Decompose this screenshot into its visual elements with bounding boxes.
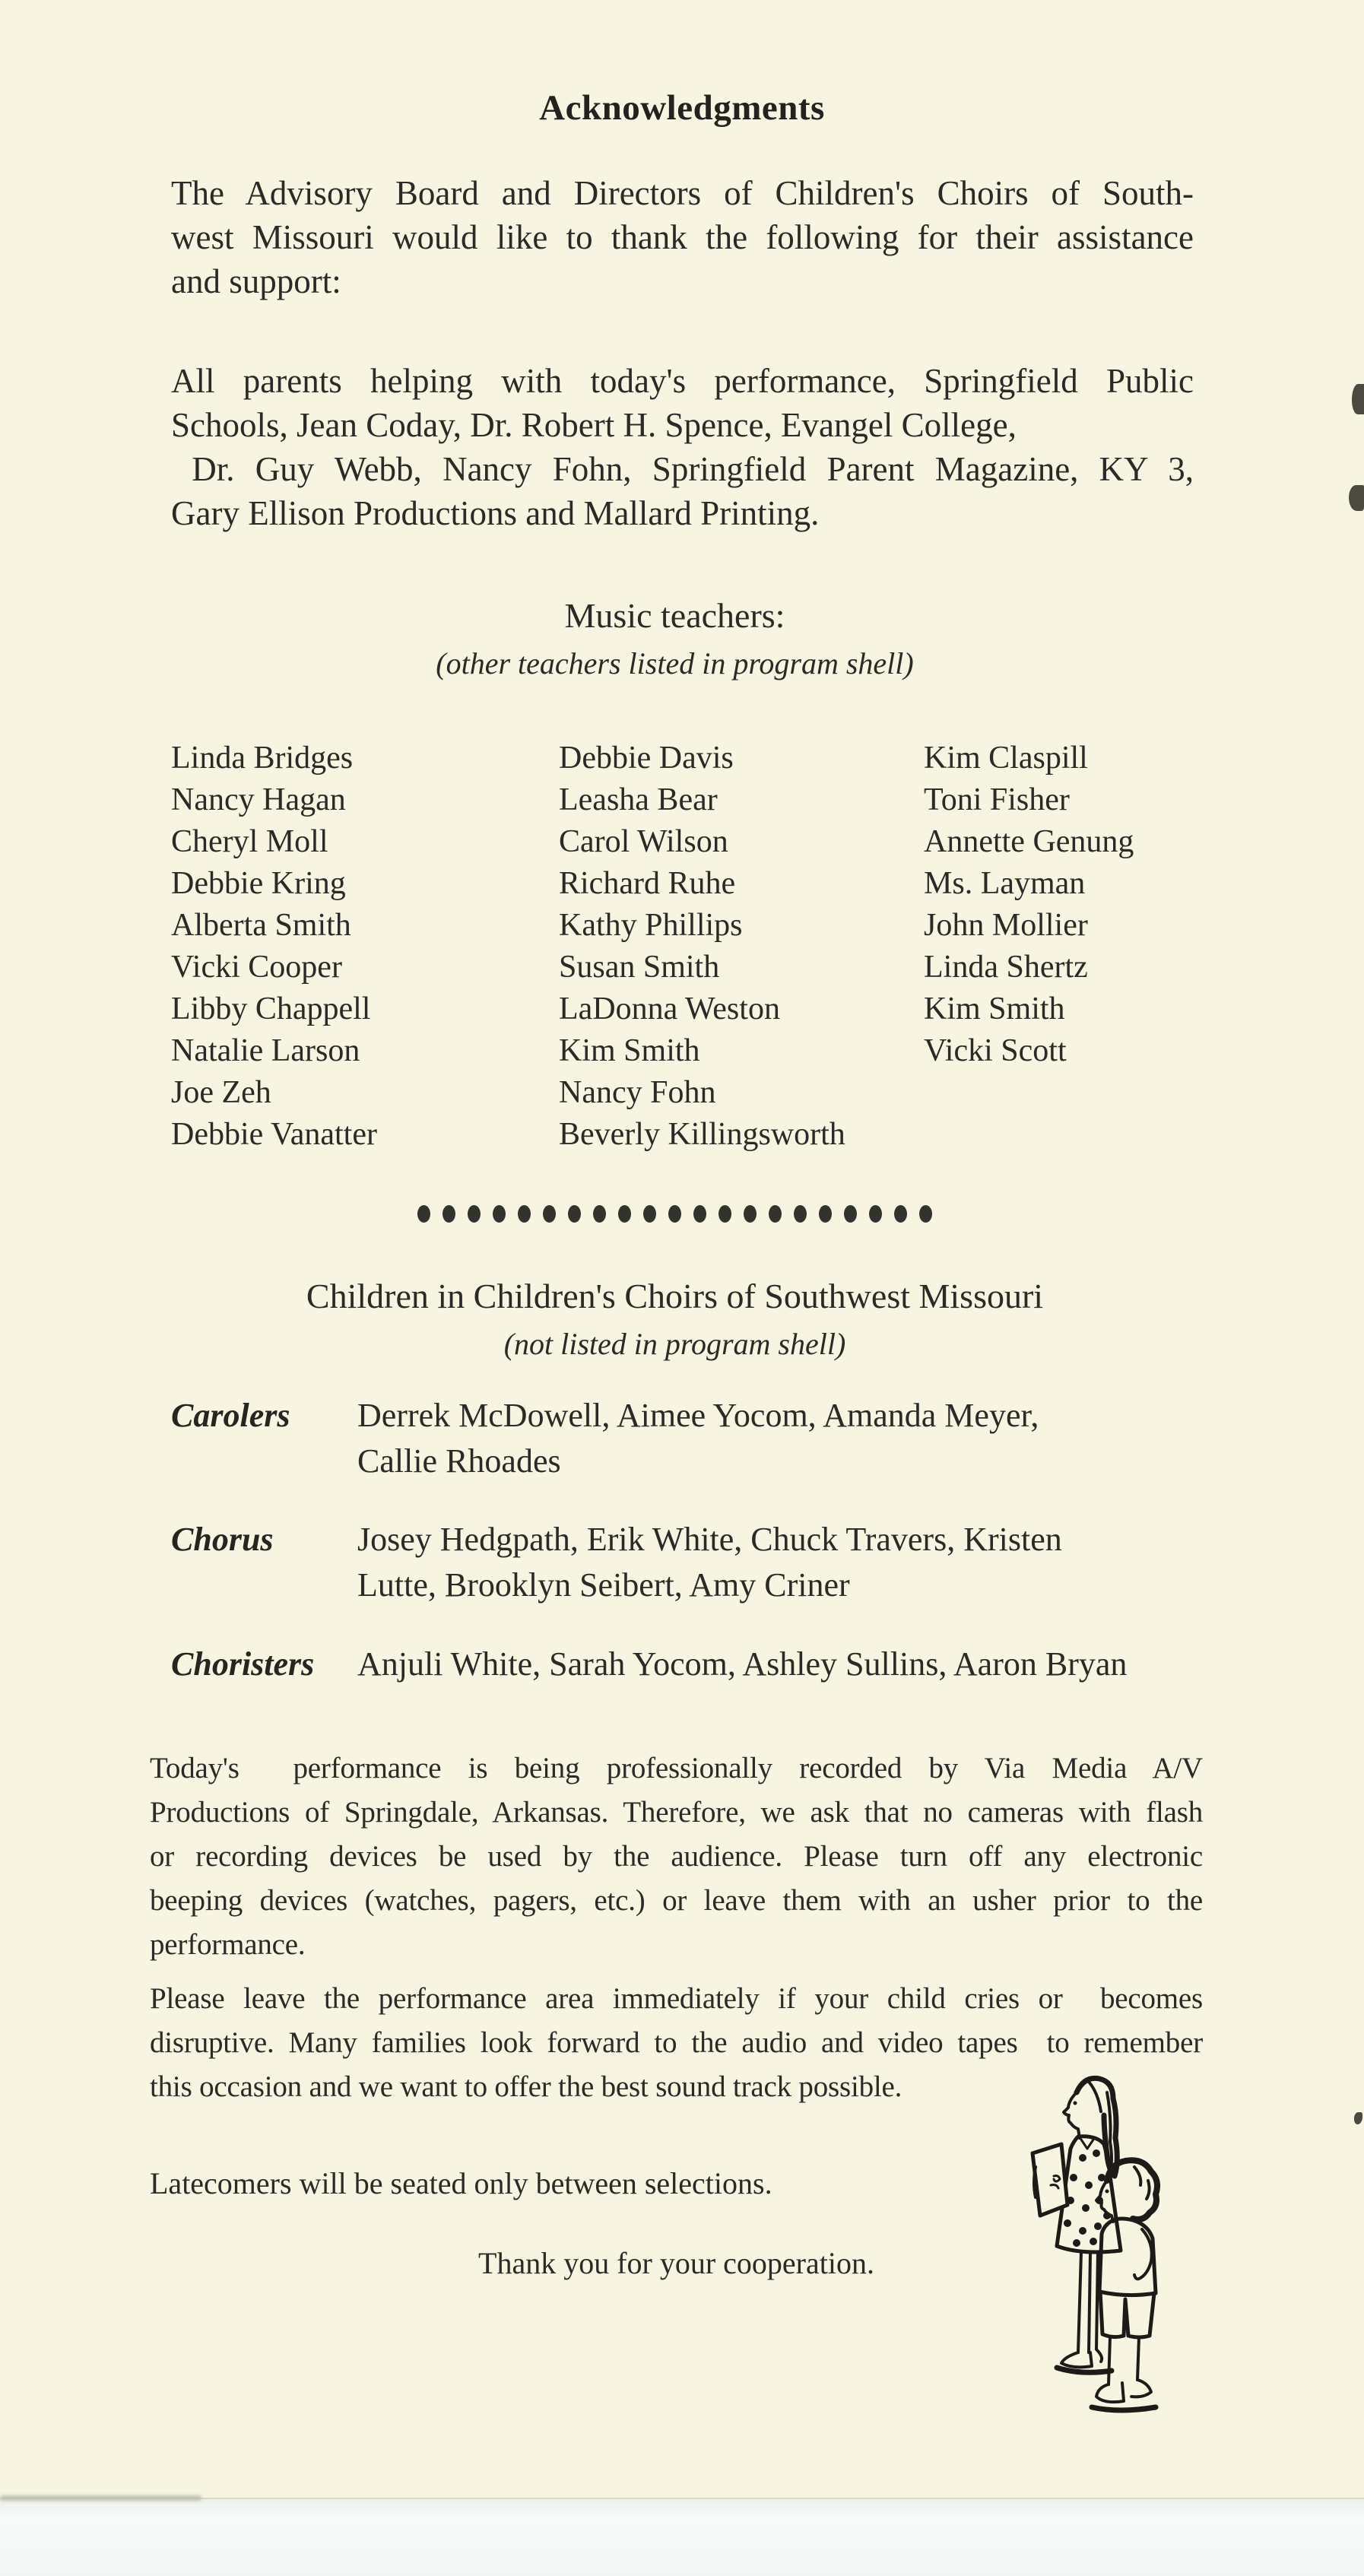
chorus-label: Chorus <box>171 1521 274 1558</box>
intro-paragraph <box>171 171 1194 303</box>
teacher-name: Nancy Hagan <box>171 782 346 817</box>
divider-dot <box>794 1205 807 1223</box>
teacher-name: Vicki Cooper <box>171 950 342 985</box>
teacher-name: LaDonna Weston <box>559 991 780 1026</box>
text-line: and support: <box>171 262 341 300</box>
teacher-name: Debbie Vanatter <box>171 1117 377 1152</box>
text-line: Josey Hedgpath, Erik White, Chuck Travers, Kristen <box>357 1521 1062 1558</box>
teacher-name: Kim Smith <box>924 991 1065 1026</box>
divider-dot <box>869 1205 882 1223</box>
teacher-name: Carol Wilson <box>559 824 728 859</box>
divider-dot <box>844 1205 857 1223</box>
text-line: Anjuli White, Sarah Yocom, Ashley Sullins, Aaron Bryan <box>357 1645 1128 1683</box>
text-line: disruptive. Many families look forward to the audio and video tapes to remember <box>150 2026 1203 2059</box>
carolers-label: Carolers <box>171 1397 290 1434</box>
teacher-name: Linda Shertz <box>924 950 1088 985</box>
text-line: All parents helping with today's performance, Springfield Public <box>171 362 1194 400</box>
page-title: Acknowledgments <box>539 88 825 128</box>
text-line: performance. <box>150 1928 306 1961</box>
teachers-column-1 <box>171 738 551 1156</box>
teacher-name: Vicki Scott <box>924 1033 1067 1068</box>
teacher-name: Richard Ruhe <box>559 866 736 901</box>
teacher-name: John Mollier <box>924 908 1088 943</box>
divider-dot <box>744 1205 757 1223</box>
divider-dot <box>518 1205 531 1223</box>
text-line: Please leave the performance area immediately if your child cries or becomes <box>150 1982 1203 2015</box>
text-line: west Missouri would like to thank the following for their assistance <box>171 218 1194 256</box>
text-line: Productions of Springdale, Arkansas. Therefore, we ask that no cameras with flash <box>150 1796 1203 1829</box>
choristers-names <box>357 1642 1209 1687</box>
recording-notice-paragraph <box>150 1746 1203 1967</box>
ink-speck <box>1352 384 1364 414</box>
divider-dot <box>493 1205 506 1223</box>
divider-dot <box>443 1205 455 1223</box>
teacher-name: Beverly Killingsworth <box>559 1117 845 1152</box>
text-line: this occasion and we want to offer the best sound track possible. <box>150 2070 902 2103</box>
text-line: Dr. Guy Webb, Nancy Fohn, Springfield Parent Magazine, KY 3, <box>171 450 1194 488</box>
divider-dot <box>919 1205 932 1223</box>
teacher-name: Annette Genung <box>924 824 1134 859</box>
latecomers-notice: Latecomers will be seated only between selections. <box>150 2166 772 2200</box>
divider-dot <box>894 1205 907 1223</box>
text-line: Schools, Jean Coday, Dr. Robert H. Spence, Evangel College, <box>171 406 1017 444</box>
text-line: Gary Ellison Productions and Mallard Printing. <box>171 494 820 532</box>
teacher-name: Debbie Kring <box>171 866 346 901</box>
divider-dot <box>543 1205 556 1223</box>
divider-dot <box>417 1205 430 1223</box>
children-section-heading: Children in Children's Choirs of Southwest Missouri <box>306 1277 1044 1315</box>
choristers-label: Choristers <box>171 1645 315 1683</box>
text-line: or recording devices be used by the audience. Please turn off any electronic <box>150 1840 1203 1873</box>
teacher-name: Linda Bridges <box>171 741 354 776</box>
teacher-name: Susan Smith <box>559 950 720 985</box>
thank-you-line: Thank you for your cooperation. <box>478 2246 874 2280</box>
dots-divider <box>148 1205 1201 1223</box>
teacher-name: Joe Zeh <box>171 1075 271 1110</box>
music-teachers-note: (other teachers listed in program shell) <box>436 646 914 680</box>
teacher-name: Kathy Phillips <box>559 908 743 943</box>
text-line: Lutte, Brooklyn Seibert, Amy Criner <box>357 1566 850 1604</box>
children-section-note: (not listed in program shell) <box>503 1327 846 1361</box>
divider-dot <box>693 1205 706 1223</box>
text-line: Callie Rhoades <box>357 1442 561 1480</box>
teacher-name: Ms. Layman <box>924 866 1086 901</box>
text-line: The Advisory Board and Directors of Children's Choirs of South- <box>171 174 1194 212</box>
teacher-name: Toni Fisher <box>924 782 1070 817</box>
teacher-name: Kim Smith <box>559 1033 700 1068</box>
text-line: Today's performance is being professionally recorded by Via Media A/V <box>150 1752 1203 1784</box>
divider-dot <box>618 1205 631 1223</box>
text-line: beeping devices (watches, pagers, etc.) or leave them with an usher prior to the <box>150 1884 1203 1917</box>
ink-speck <box>1354 2112 1362 2124</box>
teacher-name: Cheryl Moll <box>171 824 328 859</box>
teacher-name: Nancy Fohn <box>559 1075 716 1110</box>
text-line: Derrek McDowell, Aimee Yocom, Amanda Meyer, <box>357 1397 1039 1434</box>
teachers-column-3 <box>924 738 1304 1072</box>
teachers-column-2 <box>559 738 939 1156</box>
ink-speck <box>1349 485 1364 511</box>
carolers-names <box>357 1393 1209 1484</box>
chorus-names <box>357 1517 1209 1608</box>
divider-dot <box>769 1205 782 1223</box>
teacher-name: Kim Claspill <box>924 741 1088 776</box>
divider-dot <box>643 1205 656 1223</box>
teacher-name: Debbie Davis <box>559 741 734 776</box>
two-children-singing-illustration <box>1028 2070 1194 2421</box>
scanner-background-strip <box>0 2498 1364 2576</box>
teacher-name: Alberta Smith <box>171 908 351 943</box>
divider-dot <box>819 1205 832 1223</box>
teacher-name: Libby Chappell <box>171 991 371 1026</box>
music-teachers-heading: Music teachers: <box>564 596 785 635</box>
thanks-paragraph <box>171 359 1194 535</box>
teacher-name: Leasha Bear <box>559 782 718 817</box>
divider-dot <box>468 1205 481 1223</box>
divider-dot <box>718 1205 731 1223</box>
divider-dot <box>568 1205 581 1223</box>
divider-dot <box>593 1205 606 1223</box>
teacher-name: Natalie Larson <box>171 1033 360 1068</box>
divider-dot <box>668 1205 681 1223</box>
